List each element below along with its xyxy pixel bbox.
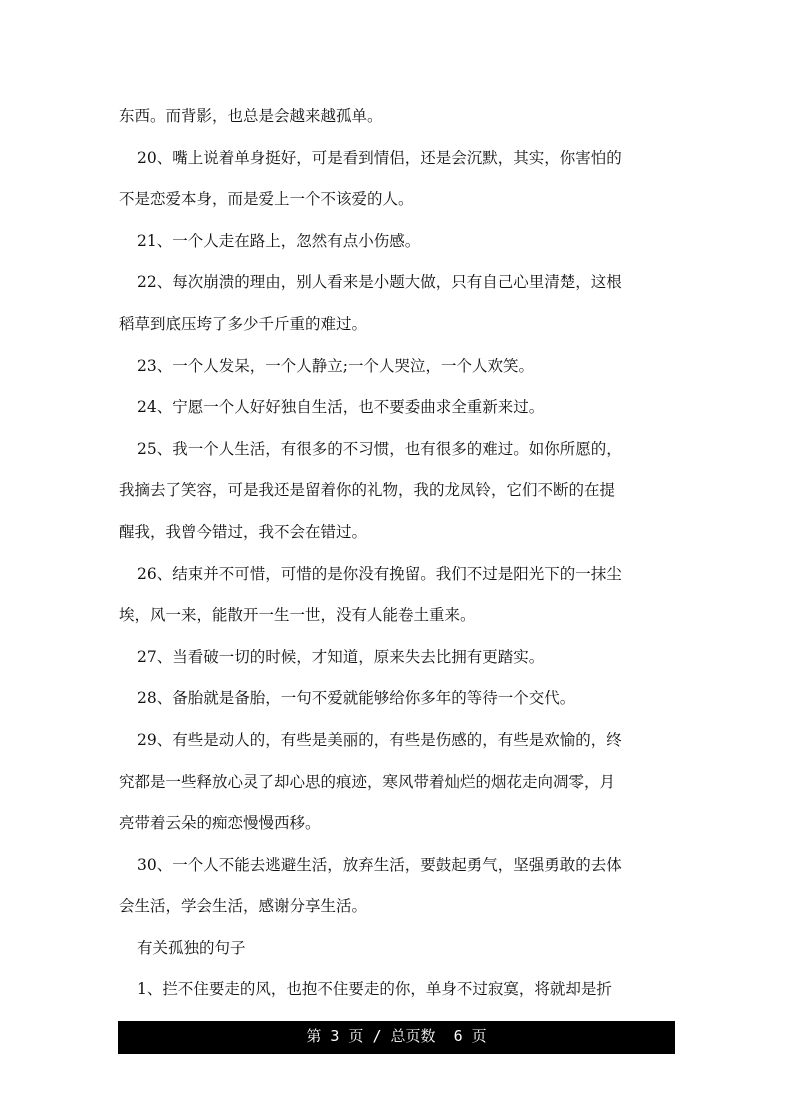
text-line: 东西。而背影，也总是会越来越孤单。 [119, 107, 383, 125]
text-line: 醒我，我曾今错过，我不会在错过。 [119, 522, 368, 541]
document-body [119, 96, 675, 1011]
text-line: 26、结束并不可惜，可惜的是你没有挽留。我们不过是阳光下的一抹尘 [137, 564, 622, 583]
text-line: 不是恋爱本身，而是爱上一个不该爱的人。 [119, 190, 414, 209]
text-line: 稻草到底压垮了多少千斤重的难过。 [119, 314, 368, 333]
text-line: 我摘去了笑容，可是我还是留着你的礼物，我的龙凤铃，它们不断的在提 [119, 481, 616, 500]
text-line: 埃，风一来，能散开一生一世，没有人能卷土重来。 [119, 606, 476, 625]
page-number-label: 第 3 页 / 总页数 6 页 [306, 1027, 487, 1045]
text-line: 21、一个人走在路上，忽然有点小伤感。 [137, 231, 421, 250]
text-line: 30、一个人不能去逃避生活，放弃生活，要鼓起勇气，坚强勇敢的去体 [137, 855, 622, 874]
text-line: 1、拦不住要走的风，也抱不住要走的你，单身不过寂寞，将就却是折 [137, 980, 612, 999]
text-line: 20、嘴上说着单身挺好，可是看到情侣，还是会沉默，其实，你害怕的 [137, 148, 622, 167]
text-line: 有关孤独的句子 [137, 938, 246, 957]
text-line: 24、宁愿一个人好好独自生活，也不要委曲求全重新来过。 [137, 398, 545, 417]
text-line: 29、有些是动人的，有些是美丽的，有些是伤感的，有些是欢愉的，终 [137, 730, 622, 749]
text-line: 22、每次崩溃的理由，别人看来是小题大做，只有自己心里清楚，这根 [137, 273, 622, 292]
text-line: 25、我一个人生活，有很多的不习惯，也有很多的难过。如你所愿的， [137, 439, 622, 458]
text-line: 27、当看破一切的时候，才知道，原来失去比拥有更踏实。 [137, 647, 545, 666]
text-line: 会生活，学会生活，感谢分享生活。 [119, 897, 368, 916]
text-line: 28、备胎就是备胎，一句不爱就能够给你多年的等待一个交代。 [137, 689, 576, 708]
page-footer [118, 1021, 675, 1054]
text-line: 23、一个人发呆，一个人静立;一个人哭泣，一个人欢笑。 [137, 356, 534, 375]
text-line: 究都是一些释放心灵了却心思的痕迹，寒风带着灿烂的烟花走向凋零，月 [119, 772, 616, 791]
text-line: 亮带着云朵的痴恋慢慢西移。 [119, 814, 321, 833]
